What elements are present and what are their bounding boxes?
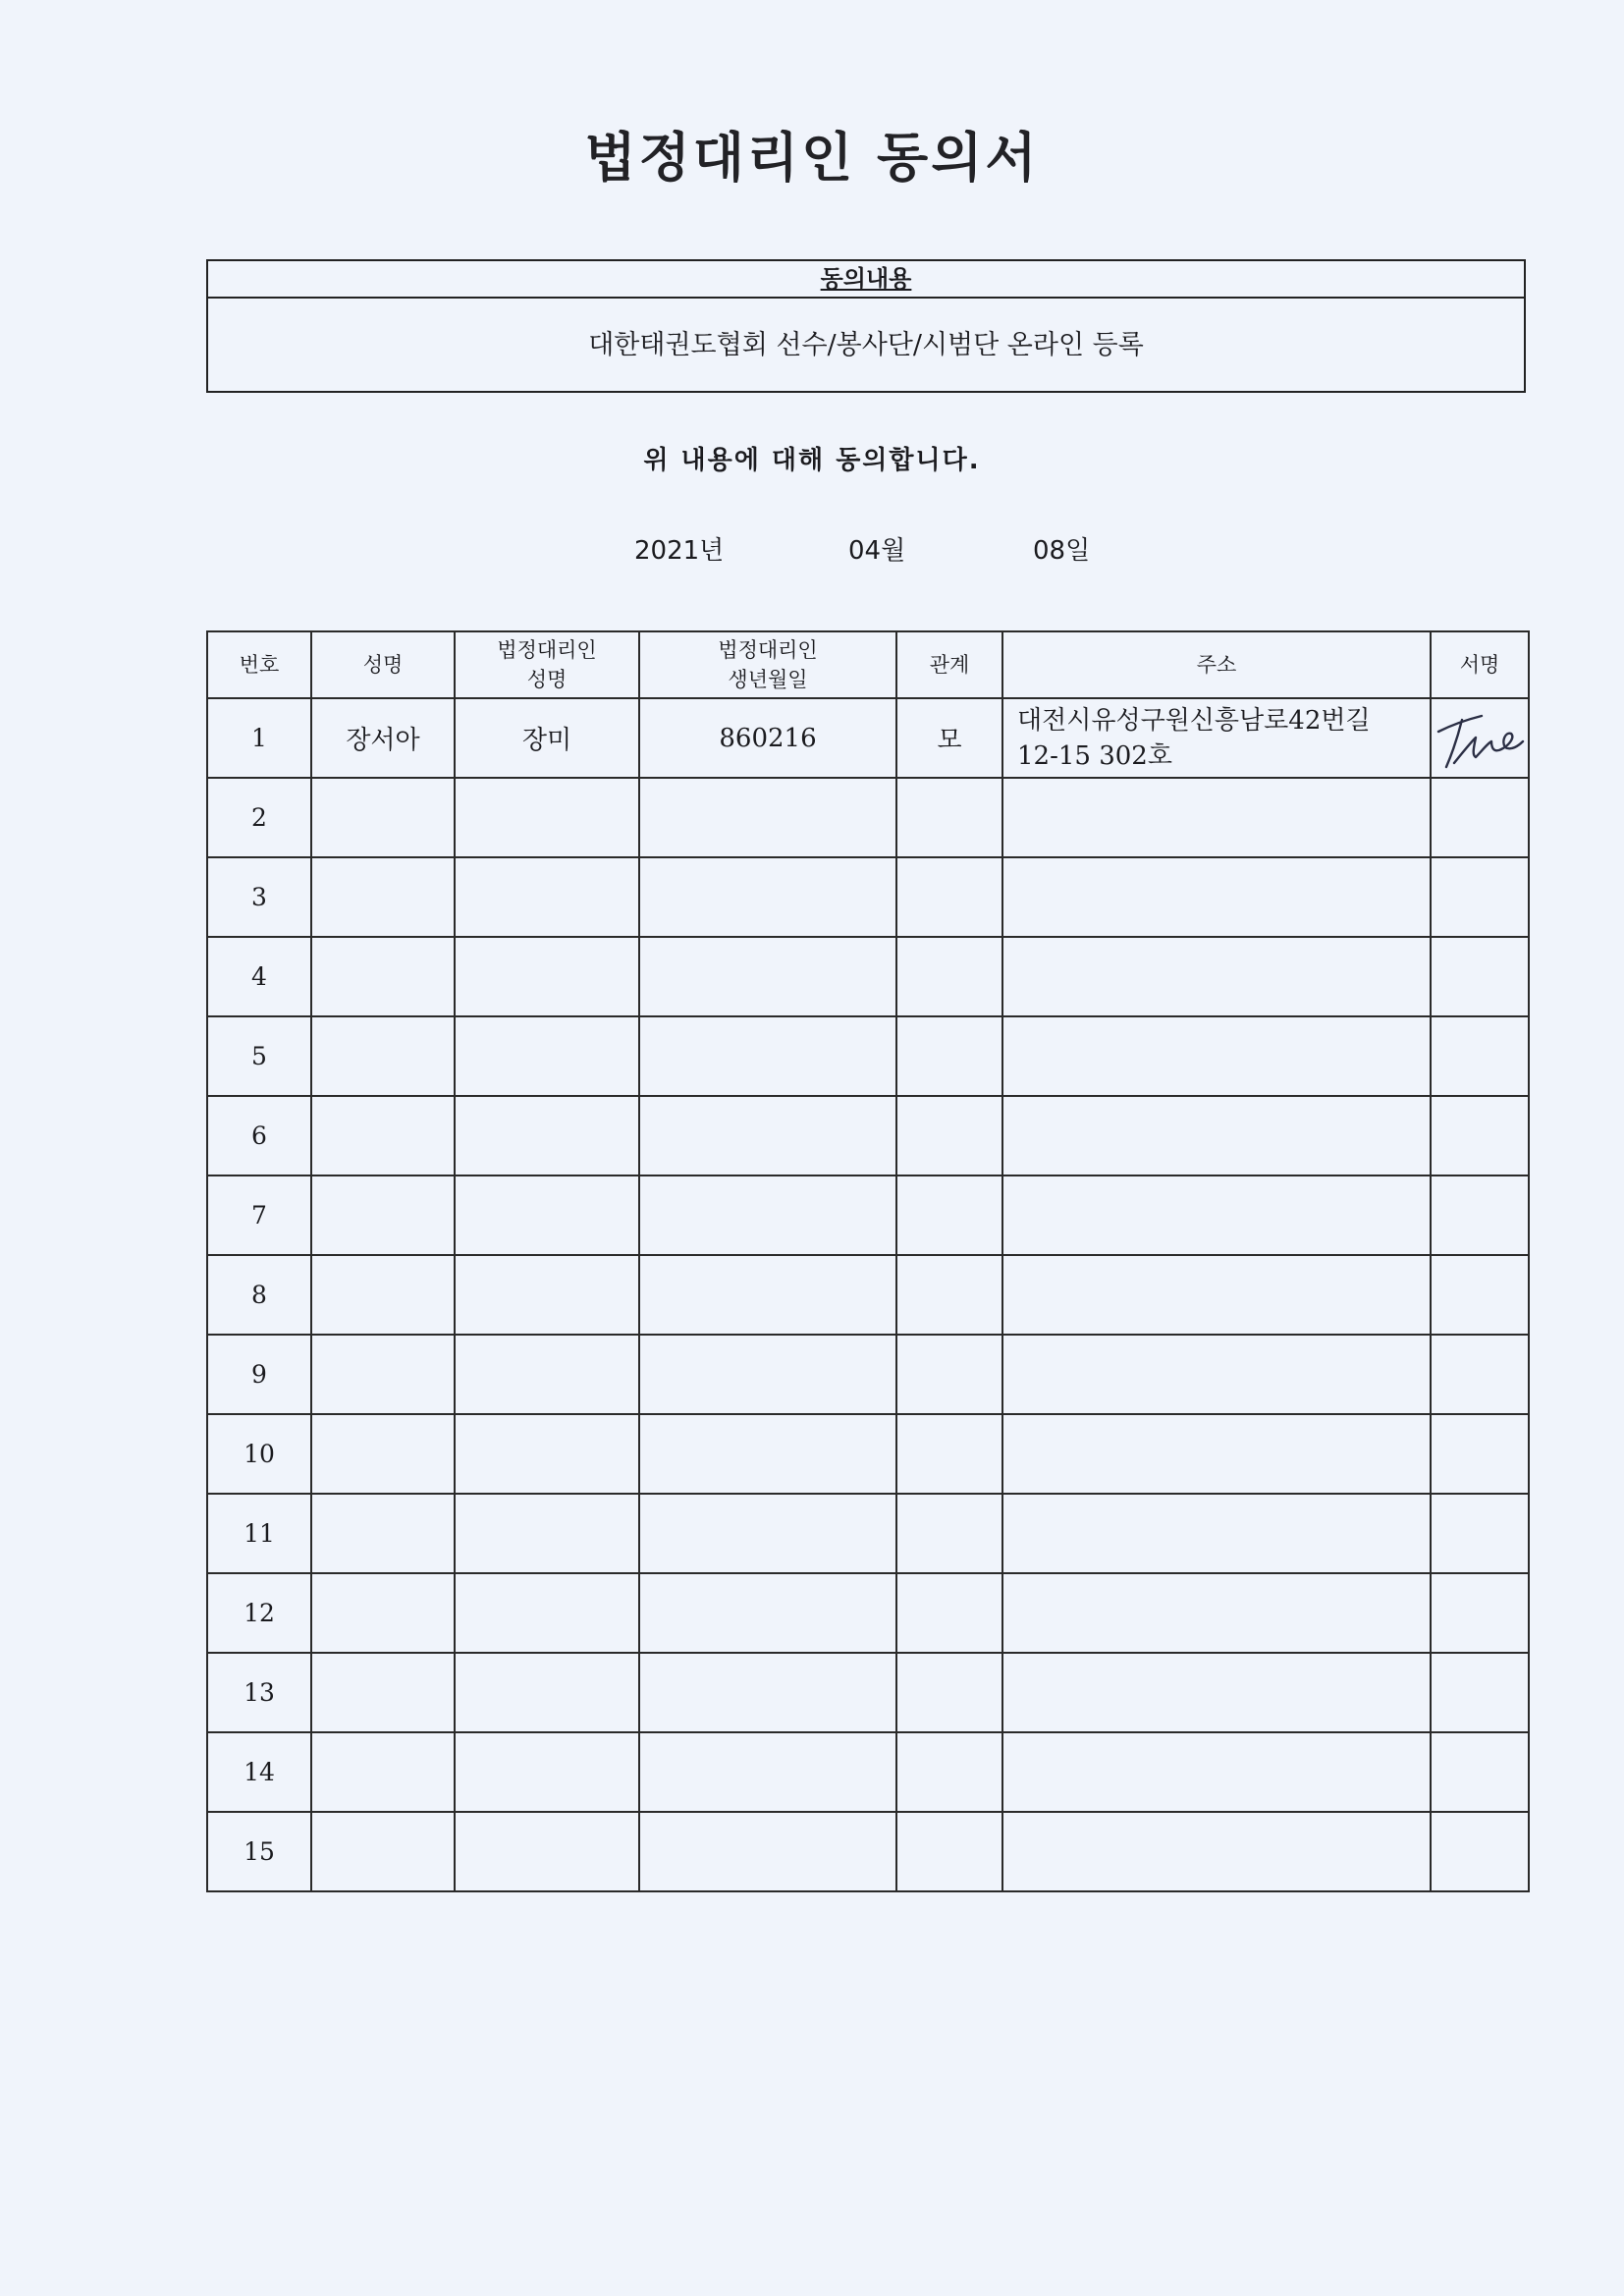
- cell-name: [311, 778, 455, 857]
- cell-name: [311, 1414, 455, 1494]
- consent-content: 대한태권도협회 선수/봉사단/시범단 온라인 등록: [588, 330, 1144, 360]
- cell-guardian-birth: [639, 857, 896, 937]
- cell-no: 7: [207, 1175, 311, 1255]
- cell-guardian-name: [455, 1255, 639, 1335]
- cell-no: 3: [207, 857, 311, 937]
- cell-signature: [1431, 1335, 1529, 1414]
- cell-no: 6: [207, 1096, 311, 1175]
- cell-relation: 모: [896, 698, 1002, 778]
- cell-no: 13: [207, 1653, 311, 1732]
- cell-no: 10: [207, 1414, 311, 1494]
- header-signature: 서명: [1431, 631, 1529, 698]
- cell-signature: [1431, 1414, 1529, 1494]
- cell-guardian-birth: [639, 778, 896, 857]
- handwritten-signature: [1433, 702, 1527, 775]
- header-guardian-name: 법정대리인 성명: [455, 631, 639, 698]
- cell-relation: [896, 1255, 1002, 1335]
- cell-guardian-name: [455, 1414, 639, 1494]
- cell-guardian-birth: [639, 1653, 896, 1732]
- cell-relation: [896, 1573, 1002, 1653]
- cell-guardian-birth: [639, 1096, 896, 1175]
- cell-relation: [896, 857, 1002, 937]
- cell-guardian-name: [455, 1494, 639, 1573]
- cell-address: [1002, 1494, 1431, 1573]
- cell-address: [1002, 857, 1431, 937]
- cell-guardian-birth: [639, 937, 896, 1016]
- cell-relation: [896, 1653, 1002, 1732]
- cell-name: [311, 1016, 455, 1096]
- cell-signature: [1431, 698, 1529, 778]
- cell-no: 4: [207, 937, 311, 1016]
- cell-address: [1002, 1732, 1431, 1812]
- cell-relation: [896, 1175, 1002, 1255]
- cell-address: [1002, 1653, 1431, 1732]
- cell-guardian-birth: [639, 1573, 896, 1653]
- cell-relation: [896, 1016, 1002, 1096]
- cell-signature: [1431, 1494, 1529, 1573]
- table-row: [207, 857, 1529, 937]
- cell-address: [1002, 1175, 1431, 1255]
- cell-signature: [1431, 1573, 1529, 1653]
- cell-guardian-name: [455, 857, 639, 937]
- cell-address: [1002, 1812, 1431, 1891]
- cell-name: [311, 857, 455, 937]
- cell-relation: [896, 1732, 1002, 1812]
- cell-guardian-birth: [639, 1414, 896, 1494]
- cell-name: [311, 1175, 455, 1255]
- consent-header: [208, 261, 1524, 299]
- cell-address: [1002, 698, 1431, 778]
- cell-signature: [1431, 1096, 1529, 1175]
- cell-guardian-name: [455, 1096, 639, 1175]
- cell-guardian-birth: [639, 1335, 896, 1414]
- table-row: [207, 1573, 1529, 1653]
- consent-header-label: 동의내용: [820, 265, 912, 293]
- cell-guardian-name: 장미: [455, 698, 639, 778]
- table-row: [207, 937, 1529, 1016]
- cell-signature: [1431, 1016, 1529, 1096]
- cell-relation: [896, 1494, 1002, 1573]
- table-row: [207, 1255, 1529, 1335]
- cell-signature: [1431, 1732, 1529, 1812]
- cell-relation: [896, 1812, 1002, 1891]
- cell-address: [1002, 1335, 1431, 1414]
- cell-name: [311, 1812, 455, 1891]
- cell-signature: [1431, 937, 1529, 1016]
- cell-signature: [1431, 1255, 1529, 1335]
- cell-name: [311, 937, 455, 1016]
- cell-no: 14: [207, 1732, 311, 1812]
- cell-guardian-name: [455, 1812, 639, 1891]
- date-day: 08일: [1033, 536, 1091, 566]
- cell-no: 5: [207, 1016, 311, 1096]
- cell-name: [311, 1653, 455, 1732]
- cell-name: [311, 1573, 455, 1653]
- guardian-table: [206, 630, 1530, 1892]
- table-header-row: [207, 631, 1529, 698]
- cell-guardian-birth: [639, 1175, 896, 1255]
- table-row: [207, 1414, 1529, 1494]
- cell-name: 장서아: [311, 698, 455, 778]
- cell-no: 15: [207, 1812, 311, 1891]
- cell-guardian-birth: [639, 1494, 896, 1573]
- cell-no: 12: [207, 1573, 311, 1653]
- cell-address: [1002, 937, 1431, 1016]
- table-row: [207, 1494, 1529, 1573]
- cell-guardian-birth: [639, 1016, 896, 1096]
- cell-signature: [1431, 1175, 1529, 1255]
- table-row: [207, 1812, 1529, 1891]
- cell-guardian-name: [455, 1653, 639, 1732]
- cell-no: 9: [207, 1335, 311, 1414]
- cell-no: 8: [207, 1255, 311, 1335]
- table-row: [207, 1335, 1529, 1414]
- cell-address: [1002, 1096, 1431, 1175]
- header-relation: 관계: [896, 631, 1002, 698]
- cell-relation: [896, 778, 1002, 857]
- cell-signature: [1431, 778, 1529, 857]
- cell-address: [1002, 1414, 1431, 1494]
- table-row: [207, 1175, 1529, 1255]
- header-name: 성명: [311, 631, 455, 698]
- table-row: [207, 1096, 1529, 1175]
- cell-name: [311, 1255, 455, 1335]
- cell-name: [311, 1335, 455, 1414]
- cell-no: 1: [207, 698, 311, 778]
- cell-address: [1002, 1573, 1431, 1653]
- cell-guardian-name: [455, 937, 639, 1016]
- cell-guardian-birth: [639, 1255, 896, 1335]
- date-year: 2021년: [634, 536, 725, 566]
- cell-relation: [896, 1414, 1002, 1494]
- cell-guardian-birth: [639, 1732, 896, 1812]
- cell-name: [311, 1096, 455, 1175]
- table-row: [207, 1016, 1529, 1096]
- cell-signature: [1431, 857, 1529, 937]
- table-row: [207, 778, 1529, 857]
- address-line-2: 12-15 302호: [1017, 740, 1172, 771]
- header-no: 번호: [207, 631, 311, 698]
- cell-signature: [1431, 1653, 1529, 1732]
- cell-address: [1002, 1016, 1431, 1096]
- cell-name: [311, 1732, 455, 1812]
- header-guardian-birth: 법정대리인 생년월일: [639, 631, 896, 698]
- cell-relation: [896, 937, 1002, 1016]
- cell-signature: [1431, 1812, 1529, 1891]
- header-address: 주소: [1002, 631, 1431, 698]
- cell-no: 11: [207, 1494, 311, 1573]
- cell-relation: [896, 1335, 1002, 1414]
- cell-no: 2: [207, 778, 311, 857]
- cell-name: [311, 1494, 455, 1573]
- cell-guardian-birth: 860216: [639, 698, 896, 778]
- table-row: [207, 1732, 1529, 1812]
- cell-guardian-name: [455, 1175, 639, 1255]
- cell-guardian-name: [455, 1732, 639, 1812]
- consent-box: [206, 259, 1526, 393]
- cell-guardian-name: [455, 1573, 639, 1653]
- date-month: 04월: [848, 536, 906, 566]
- agree-statement: 위 내용에 대해 동의합니다.: [643, 446, 981, 475]
- cell-guardian-name: [455, 1016, 639, 1096]
- cell-guardian-name: [455, 778, 639, 857]
- table-row: [207, 1653, 1529, 1732]
- cell-relation: [896, 1096, 1002, 1175]
- cell-guardian-birth: [639, 1812, 896, 1891]
- table-row: [207, 698, 1529, 778]
- address-line-1: 대전시유성구원신흥남로42번길: [1017, 705, 1371, 736]
- cell-address: [1002, 1255, 1431, 1335]
- cell-address: [1002, 778, 1431, 857]
- cell-guardian-name: [455, 1335, 639, 1414]
- page-title: 법정대리인 동의서: [584, 127, 1040, 189]
